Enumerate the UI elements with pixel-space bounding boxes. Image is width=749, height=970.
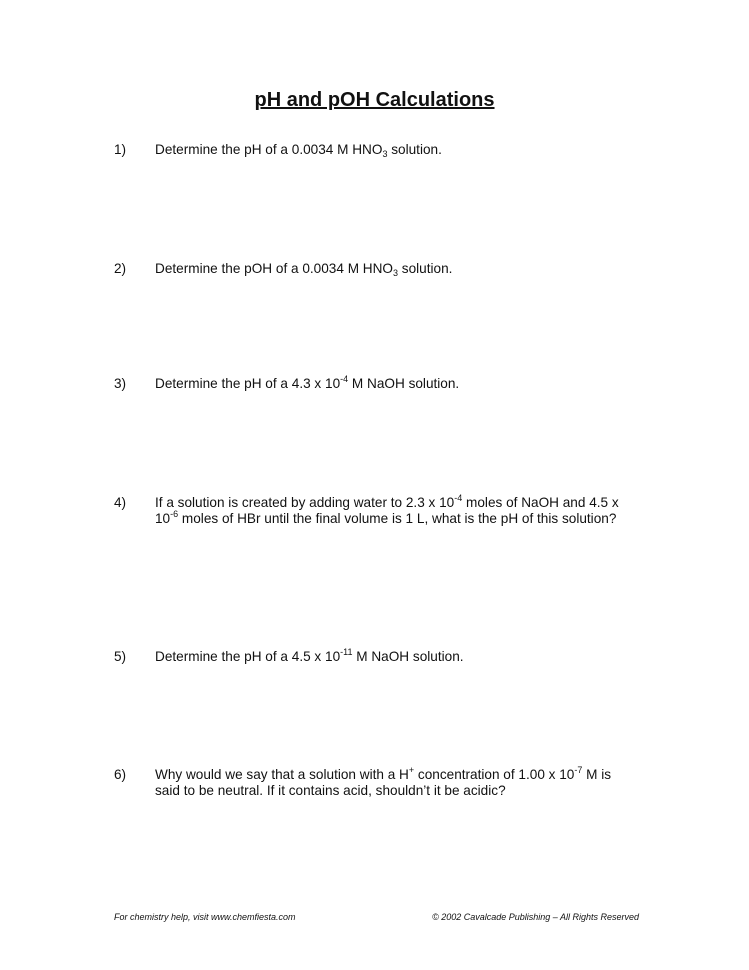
- footer-left: For chemistry help, visit www.chemfiesta.com: [114, 912, 296, 922]
- question-number: 2): [114, 261, 127, 276]
- question-number: 3): [114, 376, 127, 391]
- question-number: 6): [114, 767, 127, 782]
- question-text: Determine the pH of a 4.3 x $10^{-4}$ M NaOH solution.: [155, 374, 460, 391]
- page-title: pH and pOH Calculations: [254, 89, 495, 111]
- question-text: Determine the pH of a 0.0034 M $HNO_3$ solution.: [155, 142, 442, 159]
- question-text: Why would we say that a solution with a H+ concentration of 1.00 x $10^{-7}$ M is said to be neutral. If it contains acid, shouldn’t it be acidic?: [155, 765, 612, 798]
- question-number: 1): [114, 142, 127, 157]
- footer-copyright: © 2002 Cavalcade Publishing – All Rights Reserved: [432, 912, 639, 922]
- question-number: 5): [114, 649, 127, 664]
- question-text: If a solution is created by adding water to 2.3 x $10^{-4}$ moles of NaOH and 4.5 x $10^{-6}$ moles of HBr until the final volume is 1 L, what is the pH of this solution?: [155, 493, 619, 526]
- question-number: 4): [114, 495, 127, 510]
- question-text: Determine the pH of a 4.5 x $10^{-11}$ M NaOH solution.: [155, 647, 464, 664]
- question-text: Determine the pOH of a 0.0034 M $HNO_3$ solution.: [155, 261, 453, 278]
